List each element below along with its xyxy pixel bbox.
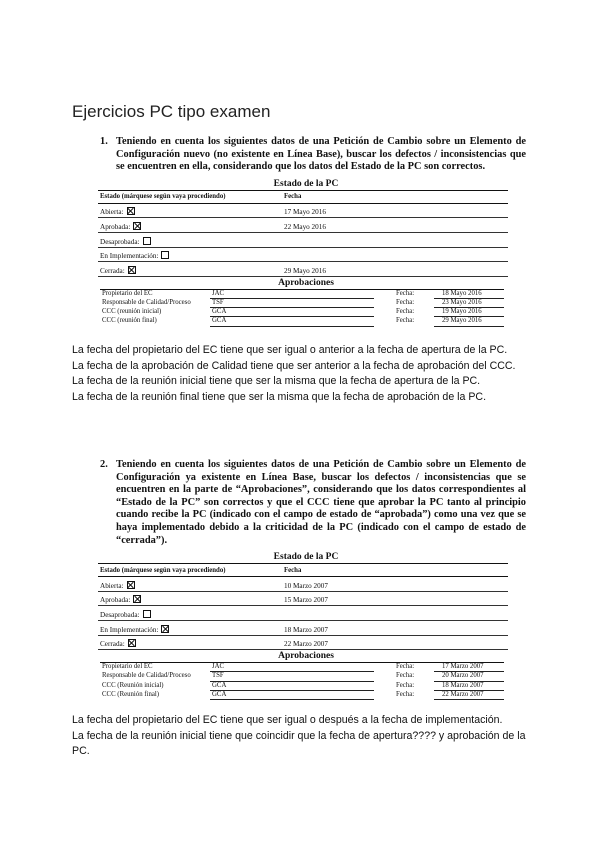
estado-row (98, 591, 508, 606)
estado-cell (98, 262, 282, 277)
exercise-1-statement-text: Teniendo en cuenta los siguientes datos de una Petición de Cambio sobre un Elemento de Configuración nuevo (no existente en Línea Base), buscar los defectos / inconsistencias que se encuentren en ella, considerando que los datos del Estado de la PC son correctos. (116, 136, 526, 173)
aprobaciones-table (100, 662, 504, 700)
estado-cell (98, 620, 282, 635)
aprobacion-row (100, 317, 504, 326)
estado-date (282, 606, 508, 621)
aprobacion-date: 17 Marzo 2007 (434, 663, 504, 672)
checkbox-icon[interactable] (127, 207, 135, 215)
checkbox-icon[interactable] (128, 266, 136, 274)
estado-cell (98, 203, 282, 218)
estado-row (98, 218, 508, 233)
aprobacion-fecha-label: Fecha: (396, 681, 415, 689)
checkbox-icon[interactable] (161, 625, 169, 633)
aprobacion-date: 18 Marzo 2007 (434, 681, 504, 690)
checkbox-icon[interactable] (161, 251, 169, 259)
checkbox-icon[interactable] (143, 237, 151, 245)
estado-row (98, 232, 508, 247)
aprobacion-initials: TSF (210, 298, 374, 307)
aprobacion-fecha-label: Fecha: (396, 317, 415, 325)
aprobaciones-title: Aprobaciones (278, 277, 334, 288)
estado-header-state: Estado (márquese según vaya procediendo) (98, 564, 282, 577)
estado-row (98, 203, 508, 218)
estado-label: En Implementación: (100, 625, 159, 634)
aprobacion-role: CCC (reunión final) (102, 317, 157, 325)
answer-paragraph: La fecha de la aprobación de Calidad tiene que ser anterior a la fecha de aprobación del CCC. (72, 359, 516, 372)
estado-header-row (98, 190, 508, 203)
aprobacion-row (100, 681, 504, 690)
estado-header-state: Estado (márquese según vaya procediendo) (98, 190, 282, 203)
estado-title: Estado de la PC (273, 178, 339, 189)
estado-row (98, 635, 508, 650)
estado-table (98, 563, 508, 650)
aprobacion-initials: JAC (210, 289, 374, 298)
answer-paragraph: La fecha de la reunión final tiene que ser la misma que la fecha de aprobación de la PC. (72, 390, 487, 403)
aprobaciones-table (100, 289, 504, 327)
estado-label: Desaprobada: (100, 237, 140, 246)
estado-label: Aprobada: (100, 596, 131, 605)
exercise-2-answers (72, 713, 532, 760)
estado-row (98, 247, 508, 262)
estado-label: Desaprobada: (100, 610, 140, 619)
checkbox-icon[interactable] (133, 222, 141, 230)
estado-label: Aprobada: (100, 222, 131, 231)
aprobacion-date: 29 Mayo 2016 (434, 317, 504, 326)
aprobacion-row (100, 690, 504, 699)
aprobacion-initials: TSF (210, 672, 374, 681)
estado-cell (98, 606, 282, 621)
estado-label: Cerrada: (100, 266, 125, 275)
aprobacion-role: CCC (Reunión inicial) (102, 681, 164, 689)
aprobacion-role: CCC (reunión inicial) (102, 308, 162, 316)
estado-cell (98, 218, 282, 233)
estado-label: Cerrada: (100, 640, 125, 649)
exercise-2-statement-text: Teniendo en cuenta los siguientes datos de una Petición de Cambio sobre un Elemento de Configuración ya existente en Línea Base, buscar los defectos / inconsistencias que se encuentren en la parte de “Aprobaciones”, considerando que los datos correspondientes al “Estado de la PC” son correctos y que el CCC tiene que aprobar la PC tanto al principio cuando recibe la PC (indicado con el campo de estado de “aprobada”) como una vez que se haya implementado debido a la criticidad de la PC (indicado con el campo de estado de “cerrada”). (116, 459, 526, 546)
aprobacion-fecha-label: Fecha: (396, 663, 415, 671)
aprobacion-fecha-label: Fecha: (396, 290, 415, 297)
aprobacion-initials: JAC (210, 663, 374, 672)
aprobacion-date: 23 Mayo 2016 (434, 298, 504, 307)
exercise-1-number: 1. (100, 136, 108, 147)
checkbox-icon[interactable] (128, 639, 136, 647)
estado-header-date: Fecha (282, 190, 508, 203)
aprobacion-date: 22 Marzo 2007 (434, 690, 504, 699)
exercise-2-statement (86, 459, 526, 547)
aprobacion-role: Responsable de Calidad/Proceso (102, 672, 191, 680)
answer-paragraph: La fecha del propietario del EC tiene que ser igual o anterior a la fecha de apertura de la PC. (72, 344, 508, 356)
aprobacion-row (100, 298, 504, 307)
estado-date: 10 Marzo 2007 (282, 577, 508, 592)
answer-paragraph: La fecha de la reunión inicial tiene que coincidir que la fecha de apertura???? y aprobación de la PC. (72, 729, 526, 758)
aprobacion-row (100, 308, 504, 317)
aprobacion-fecha-label: Fecha: (396, 672, 415, 680)
aprobacion-initials: GCA (210, 690, 374, 699)
estado-date: 22 Marzo 2007 (282, 635, 508, 650)
checkbox-icon[interactable] (133, 595, 141, 603)
aprobacion-fecha-label: Fecha: (396, 690, 415, 698)
estado-header-date: Fecha (282, 564, 508, 577)
aprobacion-row (100, 289, 504, 298)
estado-row (98, 620, 508, 635)
estado-table (98, 190, 508, 277)
aprobaciones-title: Aprobaciones (278, 651, 334, 662)
aprobacion-row (100, 672, 504, 681)
estado-date: 15 Marzo 2007 (282, 591, 508, 606)
estado-header-row (98, 564, 508, 577)
exercise-1-statement (86, 136, 526, 174)
estado-date: 22 Mayo 2016 (282, 218, 508, 233)
answer-paragraph: La fecha de la reunión inicial tiene que ser la misma que la fecha de apertura de la PC. (72, 375, 481, 388)
exercise-1-answers (72, 343, 532, 405)
aprobacion-role: Propietario del EC (102, 290, 153, 297)
estado-date: 17 Mayo 2016 (282, 203, 508, 218)
estado-date (282, 247, 508, 262)
estado-cell (98, 591, 282, 606)
estado-date (282, 232, 508, 247)
checkbox-icon[interactable] (143, 610, 151, 618)
estado-title: Estado de la PC (273, 552, 339, 563)
estado-cell (98, 247, 282, 262)
aprobacion-role: CCC (Reunión final) (102, 690, 160, 698)
estado-row (98, 577, 508, 592)
aprobacion-date: 18 Mayo 2016 (434, 289, 504, 298)
aprobacion-date: 19 Mayo 2016 (434, 308, 504, 317)
estado-label: En Implementación: (100, 252, 159, 261)
aprobacion-role: Propietario del EC (102, 663, 153, 671)
aprobacion-initials: GCA (210, 308, 374, 317)
estado-label: Abierta: (100, 581, 124, 590)
estado-cell (98, 577, 282, 592)
estado-label: Abierta: (100, 208, 124, 217)
estado-row (98, 606, 508, 621)
aprobacion-initials: GCA (210, 681, 374, 690)
estado-date: 29 Mayo 2016 (282, 262, 508, 277)
estado-row (98, 262, 508, 277)
aprobacion-initials: GCA (210, 317, 374, 326)
aprobacion-date: 20 Marzo 2007 (434, 672, 504, 681)
aprobacion-fecha-label: Fecha: (396, 298, 415, 306)
document-title: Ejercicios PC tipo examen (72, 102, 271, 122)
answer-paragraph: La fecha del propietario del EC tiene que ser igual o después a la fecha de implementación. (72, 714, 503, 726)
aprobacion-fecha-label: Fecha: (396, 308, 415, 316)
exercise-2-number: 2. (100, 459, 108, 470)
exercise-2-scan (86, 459, 526, 700)
checkbox-icon[interactable] (127, 581, 135, 589)
estado-cell (98, 232, 282, 247)
aprobacion-role: Responsable de Calidad/Proceso (102, 298, 191, 306)
aprobacion-row (100, 663, 504, 672)
estado-cell (98, 635, 282, 650)
estado-date: 18 Marzo 2007 (282, 620, 508, 635)
exercise-1-scan (86, 136, 526, 327)
